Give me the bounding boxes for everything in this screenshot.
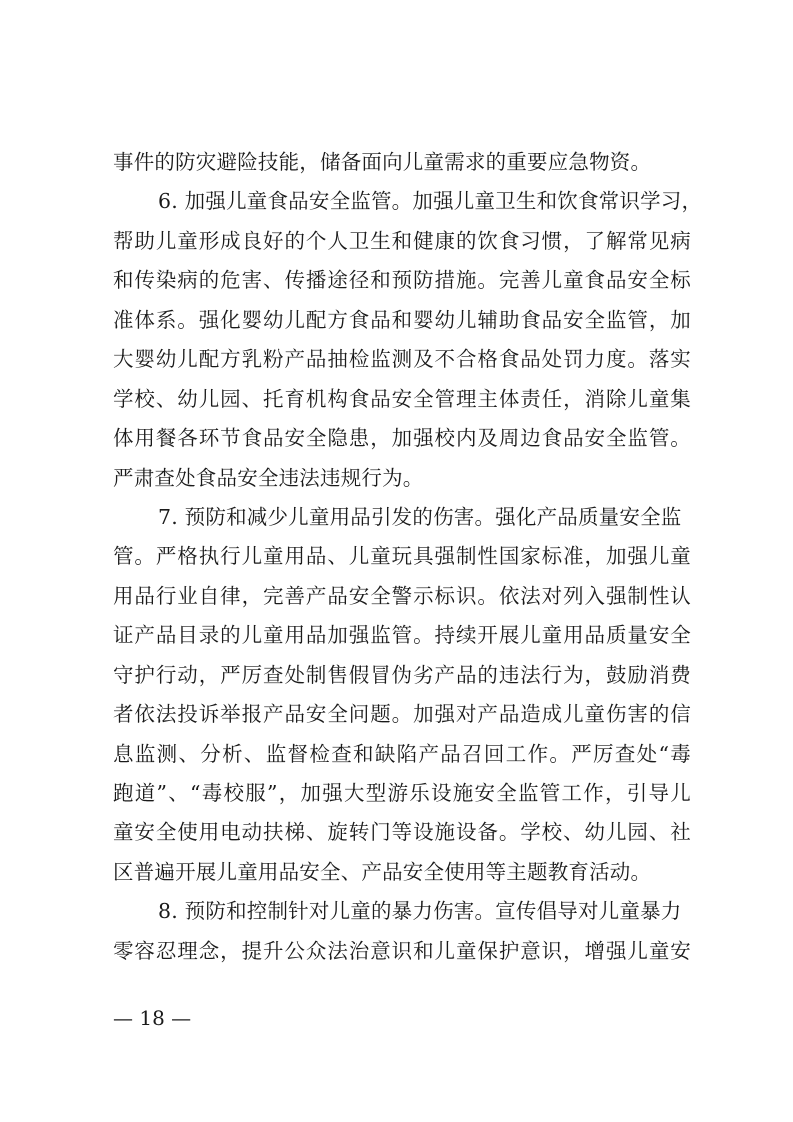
text-line: 童安全使用电动扶梯、旋转门等设施设备。学校、幼儿园、社: [113, 820, 691, 845]
section-heading-line: 6. 加强儿童食品安全监管。加强儿童卫生和饮食常识学习，: [158, 189, 703, 214]
text-line: 和传染病的危害、传播途径和预防措施。完善儿童食品安全标: [113, 268, 691, 293]
text-line: 零容忍理念，提升公众法治意识和儿童保护意识，增强儿童安: [113, 938, 691, 963]
text-line: 体用餐各环节食品安全隐患，加强校内及周边食品安全监管。: [113, 426, 691, 451]
text-line: 证产品目录的儿童用品加强监管。持续开展儿童用品质量安全: [113, 623, 691, 648]
text-line: 跑道”、“毒校服”，加强大型游乐设施安全监管工作，引导儿: [113, 781, 691, 805]
text-line: 用品行业自律，完善产品安全警示标识。依法对列入强制性认: [113, 583, 691, 608]
section-heading-line: 7. 预防和减少儿童用品引发的伤害。强化产品质量安全监: [158, 504, 682, 529]
text-line: 息监测、分析、监督检查和缺陷产品召回工作。严厉查处“毒: [113, 741, 691, 766]
text-line: 学校、幼儿园、托育机构食品安全管理主体责任，消除儿童集: [113, 386, 691, 411]
body-text: [113, 143, 703, 971]
text-line: 准体系。强化婴幼儿配方食品和婴幼儿辅助食品安全监管，加: [113, 307, 691, 332]
section-heading-line: 8. 预防和控制针对儿童的暴力伤害。宣传倡导对儿童暴力: [158, 899, 682, 924]
text-line: 帮助儿童形成良好的个人卫生和健康的饮食习惯，了解常见病: [113, 228, 691, 253]
text-line: 严肃查处食品安全违法违规行为。: [113, 465, 424, 490]
text-line: 管。严格执行儿童用品、儿童玩具强制性国家标准，加强儿童: [113, 544, 691, 569]
page-number: — 18 —: [113, 1006, 192, 1030]
text-line: 守护行动，严厉查处制售假冒伪劣产品的违法行为，鼓励消费: [113, 662, 691, 687]
text-line: 大婴幼儿配方乳粉产品抽检监测及不合格食品处罚力度。落实: [113, 347, 691, 372]
text-line: 者依法投诉举报产品安全问题。加强对产品造成儿童伤害的信: [113, 702, 691, 727]
text-line: 事件的防灾避险技能，储备面向儿童需求的重要应急物资。: [113, 150, 652, 174]
text-line: 区普遍开展儿童用品安全、产品安全使用等主题教育活动。: [113, 859, 652, 884]
